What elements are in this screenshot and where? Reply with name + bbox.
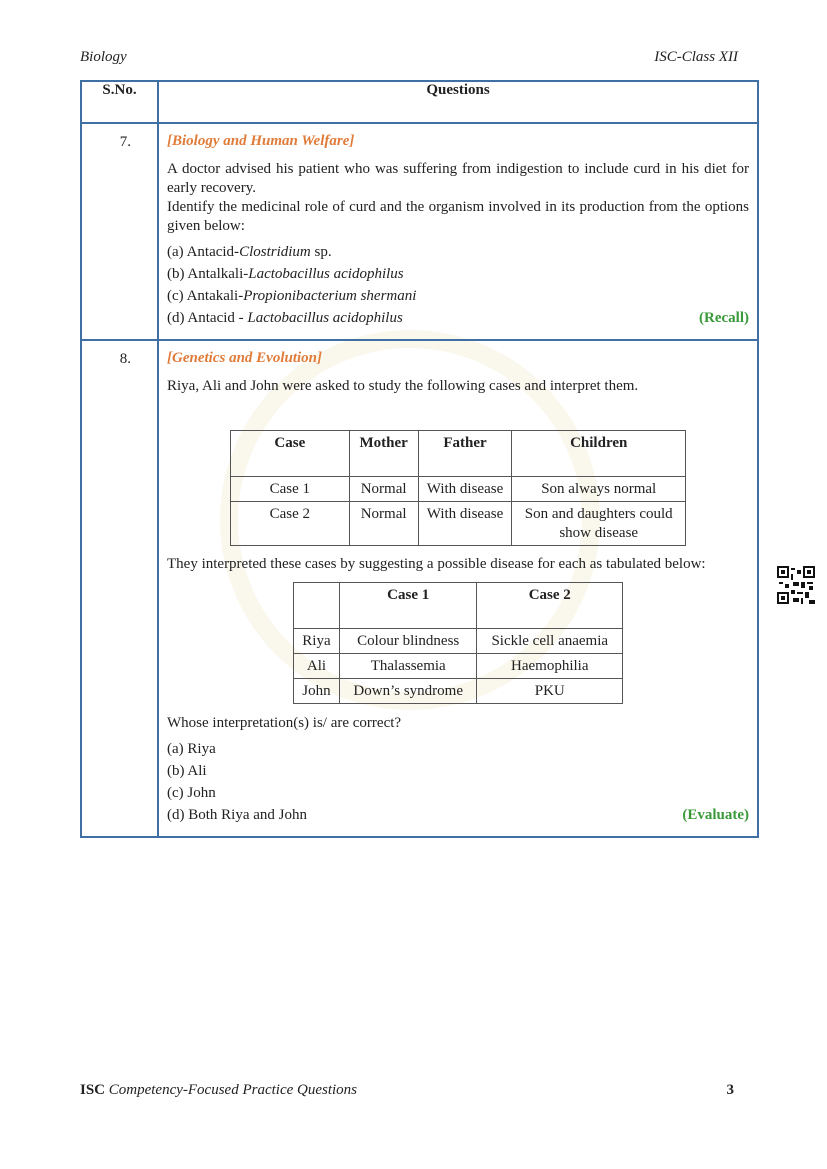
- page-number: 3: [726, 1082, 734, 1098]
- question-row-7: [81, 123, 758, 340]
- questions-table-header: [81, 81, 758, 123]
- cell: Case 1: [339, 583, 477, 629]
- question-paragraph: A doctor advised his patient who was suffering from indigestion to include curd in his diet for early recovery.: [167, 161, 749, 196]
- cell: Case: [231, 431, 350, 477]
- header-class: ISC-Class XII: [654, 49, 738, 65]
- option-list: [167, 241, 749, 329]
- cell: Normal: [349, 502, 418, 546]
- question-paragraph: Identify the medicinal role of curd and the organism involved in its production from the options given below:: [167, 199, 749, 234]
- table-row: [294, 654, 623, 679]
- option-d: (d) Antacid - Lactobacillus acidophilus (Recall): [167, 307, 749, 329]
- cell: Sickle cell anaemia: [477, 629, 623, 654]
- question-intro: Riya, Ali and John were asked to study the following cases and interpret them.: [167, 378, 639, 394]
- cell: Case 1: [231, 477, 350, 502]
- cell: Riya: [294, 629, 340, 654]
- cell: Haemophilia: [477, 654, 623, 679]
- option-c: (c) John: [167, 785, 216, 801]
- cases-table-header: [231, 431, 686, 477]
- option-a: (a) Antacid-Clostridium sp.: [167, 244, 332, 260]
- cell: Down’s syndrome: [339, 679, 477, 704]
- cell: With disease: [418, 477, 512, 502]
- cell: Normal: [349, 477, 418, 502]
- cell: With disease: [418, 502, 512, 546]
- table-row: [231, 502, 686, 546]
- cell: Case 2: [477, 583, 623, 629]
- sno-header: S.No.: [81, 81, 158, 123]
- footer-title: ISC Competency-Focused Practice Questions: [80, 1082, 358, 1098]
- option-a: (a) Riya: [167, 741, 216, 757]
- option-list: [167, 738, 749, 826]
- interpretation-table-header: [294, 583, 623, 629]
- option-b: (b) Antalkali-Lactobacillus acidophilus: [167, 266, 404, 282]
- cell: Father: [418, 431, 512, 477]
- question-body: [158, 123, 758, 340]
- topic-label: [Biology and Human Welfare]: [167, 133, 355, 149]
- skill-tag: (Recall): [699, 310, 749, 326]
- cell: Children: [512, 431, 686, 477]
- cell: Mother: [349, 431, 418, 477]
- skill-tag: (Evaluate): [682, 807, 749, 823]
- cell: John: [294, 679, 340, 704]
- cell: PKU: [477, 679, 623, 704]
- option-d: (d) Both Riya and John (Evaluate): [167, 804, 749, 826]
- option-b: (b) Ali: [167, 763, 207, 779]
- questions-header: Questions: [158, 81, 758, 123]
- topic-label: [Genetics and Evolution]: [167, 350, 323, 366]
- question-prompt: Whose interpretation(s) is/ are correct?: [167, 715, 402, 731]
- cell: Thalassemia: [339, 654, 477, 679]
- cell: [294, 583, 340, 629]
- table-row: [231, 477, 686, 502]
- question-number: 7.: [81, 123, 158, 340]
- question-body: [158, 340, 758, 837]
- table-row: [294, 679, 623, 704]
- interpretation-table: [293, 582, 623, 704]
- question-number: 8.: [81, 340, 158, 837]
- questions-table: [80, 80, 759, 838]
- interpretation-text: They interpreted these cases by suggesting a possible disease for each as tabulated below:: [167, 556, 706, 572]
- cell: Ali: [294, 654, 340, 679]
- question-row-8: [81, 340, 758, 837]
- cell: Colour blindness: [339, 629, 477, 654]
- cell: Son and daughters could show disease: [512, 502, 686, 546]
- qr-code-icon[interactable]: [777, 566, 815, 604]
- option-c: (c) Antakali-Propionibacterium shermani: [167, 288, 417, 304]
- cell: Case 2: [231, 502, 350, 546]
- cases-table: [230, 430, 686, 546]
- cell: Son always normal: [512, 477, 686, 502]
- header-subject: Biology: [80, 49, 127, 65]
- table-row: [294, 629, 623, 654]
